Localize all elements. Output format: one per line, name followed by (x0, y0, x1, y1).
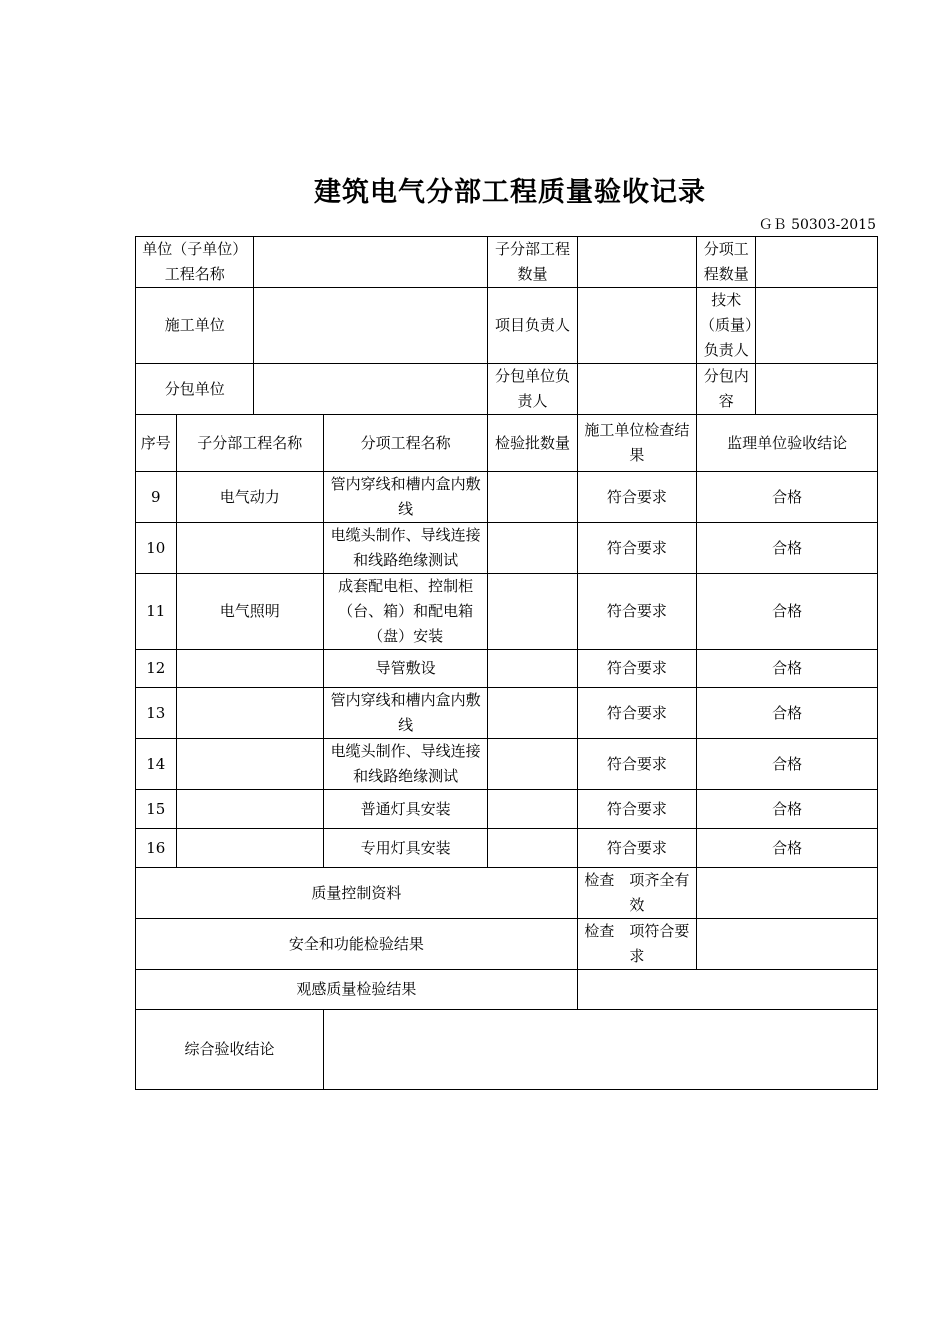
row-no: 11 (136, 574, 177, 650)
tech-leader-field[interactable] (756, 288, 878, 364)
row-batch-count[interactable] (488, 790, 577, 829)
overall-label: 综合验收结论 (136, 1010, 324, 1090)
row-conclusion: 合格 (697, 739, 878, 790)
row-no: 13 (136, 688, 177, 739)
table-row (136, 523, 878, 574)
row-sub-name (176, 523, 324, 574)
row-batch-count[interactable] (488, 650, 577, 688)
sub-count-label: 子分部工程数量 (488, 237, 577, 288)
col-no: 序号 (136, 415, 177, 472)
table-row (136, 739, 878, 790)
overall-row (136, 1010, 878, 1090)
row-no: 10 (136, 523, 177, 574)
row-item-name: 电缆头制作、导线连接和线路绝缘测试 (324, 523, 488, 574)
row-sub-name (176, 829, 324, 868)
header-row-2 (136, 288, 878, 364)
sub-leader-field[interactable] (577, 364, 697, 415)
quality-docs-value: 检查 项齐全有效 (577, 868, 697, 919)
row-check-result: 符合要求 (577, 688, 697, 739)
table-row (136, 574, 878, 650)
acceptance-table (135, 236, 878, 1090)
row-no: 16 (136, 829, 177, 868)
row-conclusion: 合格 (697, 650, 878, 688)
header-row-1 (136, 237, 878, 288)
safety-label: 安全和功能检验结果 (136, 919, 578, 970)
overall-field[interactable] (324, 1010, 878, 1090)
row-sub-name (176, 688, 324, 739)
row-no: 15 (136, 790, 177, 829)
row-sub-name (176, 739, 324, 790)
row-conclusion: 合格 (697, 688, 878, 739)
row-check-result: 符合要求 (577, 574, 697, 650)
table-row (136, 688, 878, 739)
sub-leader-label: 分包单位负责人 (488, 364, 577, 415)
row-batch-count[interactable] (488, 688, 577, 739)
row-check-result: 符合要求 (577, 829, 697, 868)
row-sub-name (176, 790, 324, 829)
tech-leader-label: 技术（质量）负责人 (697, 288, 756, 364)
col-item-name: 分项工程名称 (324, 415, 488, 472)
row-batch-count[interactable] (488, 523, 577, 574)
safety-row (136, 919, 878, 970)
unit-project-label: 单位（子单位）工程名称 (136, 237, 254, 288)
table-row (136, 829, 878, 868)
row-item-name: 导管敷设 (324, 650, 488, 688)
table-row (136, 472, 878, 523)
row-check-result: 符合要求 (577, 739, 697, 790)
project-leader-label: 项目负责人 (488, 288, 577, 364)
subcontractor-label: 分包单位 (136, 364, 254, 415)
row-sub-name: 电气照明 (176, 574, 324, 650)
col-supervisor-conclusion: 监理单位验收结论 (697, 415, 878, 472)
row-no: 9 (136, 472, 177, 523)
sub-content-label: 分包内容 (697, 364, 756, 415)
safety-value: 检查 项符合要求 (577, 919, 697, 970)
row-check-result: 符合要求 (577, 650, 697, 688)
quality-docs-row (136, 868, 878, 919)
table-row (136, 650, 878, 688)
row-sub-name (176, 650, 324, 688)
constructor-field[interactable] (254, 288, 488, 364)
col-sub-name: 子分部工程名称 (176, 415, 324, 472)
row-no: 14 (136, 739, 177, 790)
row-check-result: 符合要求 (577, 523, 697, 574)
header-row-3 (136, 364, 878, 415)
row-conclusion: 合格 (697, 472, 878, 523)
appearance-field[interactable] (577, 970, 877, 1010)
row-batch-count[interactable] (488, 574, 577, 650)
subcontractor-field[interactable] (254, 364, 488, 415)
item-count-field[interactable] (756, 237, 878, 288)
unit-project-field[interactable] (254, 237, 488, 288)
row-item-name: 专用灯具安装 (324, 829, 488, 868)
row-sub-name: 电气动力 (176, 472, 324, 523)
row-check-result: 符合要求 (577, 790, 697, 829)
quality-docs-conclusion[interactable] (697, 868, 878, 919)
standard-code: ＧＢ 50303-2015 (758, 217, 876, 233)
row-conclusion: 合格 (697, 829, 878, 868)
project-leader-field[interactable] (577, 288, 697, 364)
row-check-result: 符合要求 (577, 472, 697, 523)
row-batch-count[interactable] (488, 739, 577, 790)
appearance-label: 观感质量检验结果 (136, 970, 578, 1010)
row-item-name: 管内穿线和槽内盒内敷线 (324, 472, 488, 523)
row-conclusion: 合格 (697, 523, 878, 574)
row-item-name: 管内穿线和槽内盒内敷线 (324, 688, 488, 739)
row-conclusion: 合格 (697, 790, 878, 829)
row-item-name: 成套配电柜、控制柜（台、箱）和配电箱（盘）安装 (324, 574, 488, 650)
row-batch-count[interactable] (488, 829, 577, 868)
col-batch-count: 检验批数量 (488, 415, 577, 472)
row-item-name: 电缆头制作、导线连接和线路绝缘测试 (324, 739, 488, 790)
row-item-name: 普通灯具安装 (324, 790, 488, 829)
sub-count-field[interactable] (577, 237, 697, 288)
row-conclusion: 合格 (697, 574, 878, 650)
appearance-row (136, 970, 878, 1010)
page-title: 建筑电气分部工程质量验收记录 (314, 177, 706, 208)
column-header-row (136, 415, 878, 472)
quality-docs-label: 质量控制资料 (136, 868, 578, 919)
table-row (136, 790, 878, 829)
safety-conclusion[interactable] (697, 919, 878, 970)
constructor-label: 施工单位 (136, 288, 254, 364)
col-check-result: 施工单位检查结果 (577, 415, 697, 472)
item-count-label: 分项工程数量 (697, 237, 756, 288)
row-batch-count[interactable] (488, 472, 577, 523)
sub-content-field[interactable] (756, 364, 878, 415)
row-no: 12 (136, 650, 177, 688)
